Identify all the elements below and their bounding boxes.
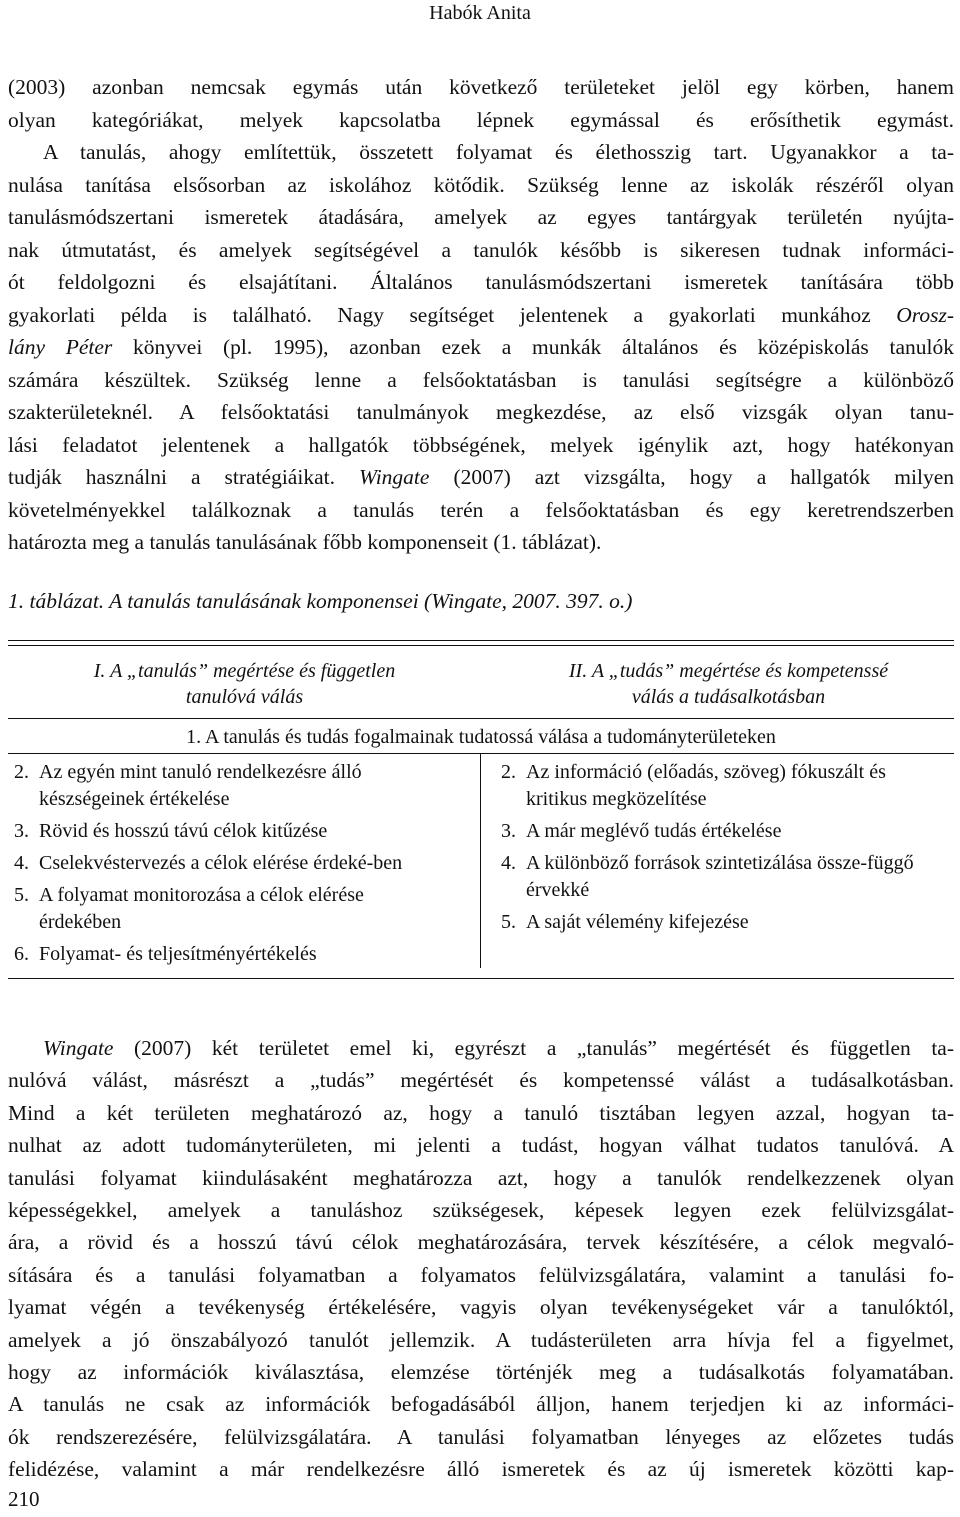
text-line: A tanulás ne csak az információk befogadásából álljon, hanem terjedjen ki az informáci- (8, 1392, 954, 1417)
item-number: 2. (501, 761, 516, 783)
text-line-content: A tanulás, ahogy említettük, összetett folyamat és élethosszig tart. Ugyanakkor a ta- (43, 140, 954, 164)
text-line: nulása tanítása elsősorban az iskolához kötődik. Szükség lenne az iskolák részéről olyan (8, 172, 954, 197)
item-text: Folyamat- és teljesítményértékelés (39, 943, 317, 965)
item-number: 6. (14, 943, 29, 965)
text-line: követelményekkel találkoznak a tanulás terén a felsőoktatásban és egy keretrendszerben (8, 497, 954, 522)
text-line: felidézése, valamint a már rendelkezésre álló ismeretek és az új ismeretek közötti kap- (8, 1457, 954, 1482)
item-text: Az információ (előadás, szöveg) fókuszált és kritikus megközelítése (526, 761, 886, 810)
table-caption: 1. táblázat. A tanulás tanulásának komponensei (Wingate, 2007. 397. o.) (8, 589, 633, 613)
item-text: A különböző források szintetizálása össze-függő érvekké (526, 852, 914, 901)
item-text: Rövid és hosszú távú célok kitűzése (39, 820, 328, 842)
text-line: szakterületeknél. A felsőoktatási tanulmányok megkezdése, az első vizsgák olyan tanu- (8, 400, 954, 424)
text-line: nulhat az adott tudományterületen, mi jelenti a tudást, hogyan válhat tudatos tanulóvá. A (8, 1133, 954, 1158)
author-name-italic: Orosz- (896, 302, 954, 327)
page-number: 210 (8, 1487, 40, 1511)
table-cell-item (501, 759, 954, 813)
item-text: Az egyén mint tanuló rendelkezésre álló készségeinek értékelése (39, 761, 362, 810)
text-line: Mind a két területen meghatározó az, hogy a tanuló tisztában legyen azzal, hogyan ta- (8, 1100, 954, 1125)
table-cell-item (501, 909, 954, 936)
item-number: 4. (14, 852, 29, 874)
text-line-content: (2007) azt vizsgálta, hogy a hallgatók milyen (429, 465, 954, 489)
text-line-content: gyakorlati példa is található. Nagy segítséget jelentenek a gyakorlati munkához (8, 302, 897, 327)
header-line: tanulóvá válás (185, 686, 304, 708)
column-header-1 (8, 658, 481, 710)
table-cell-item (501, 818, 954, 845)
running-header: Habók Anita (429, 2, 531, 24)
table-header-row (8, 646, 954, 718)
text-line: nak útmutatást, és amelyek segítségével a tanulók később is sikeresen tudnak informáci- (8, 237, 954, 262)
table-top-rule (8, 640, 954, 641)
text-line: ót feldolgozni és elsajátítani. Általános tanulásmódszertani ismeretek tanítására több (8, 270, 954, 294)
text-line: tanulásmódszertani ismeretek átadására, amelyek az egyes tantárgyak területén nyújta- (8, 205, 954, 229)
table-cell-item (14, 818, 480, 845)
text-line: tanulási folyamat kiindulásaként meghatározza azt, hogy a tanulók rendelkezzenek olyan (8, 1165, 954, 1190)
text-line (8, 461, 954, 494)
text-line: lyamat végén a tevékenység értékelésére, vagyis olyan tevékenységeket vár a tanulóktól, (8, 1295, 954, 1320)
paragraph-2 (8, 1032, 954, 1486)
author-name-italic: Wingate (43, 1036, 114, 1060)
text-line: hogy az információk kiválasztása, elemzése történjék meg a tudásalkotás folyamatában. (8, 1360, 954, 1385)
text-line-content: tudják használni a stratégiáikat. (8, 465, 359, 489)
item-number: 2. (14, 761, 29, 783)
column-header-2 (481, 658, 954, 710)
text-line: lási feladatot jelentenek a hallgatók többségének, melyek igénylik azt, hogy hatékonyan (8, 432, 954, 457)
item-number: 4. (501, 852, 516, 874)
item-text: A saját vélemény kifejezése (526, 911, 749, 933)
text-line: határozta meg a tanulás tanulásának főbb komponenseit (1. táblázat). (8, 530, 602, 554)
item-number: 5. (501, 911, 516, 933)
item-text: Cselekvéstervezés a célok elérése érdeké-ben (39, 852, 403, 874)
text-line (8, 1032, 954, 1064)
text-line: (2003) azonban nemcsak egymás után következő területeket jelöl egy körben, hanem (8, 75, 954, 99)
header-line: válás a tudásalkotásban (631, 686, 826, 708)
text-line (8, 136, 954, 169)
text-line: sítására és a tanulási folyamatban a folyamatos felülvizsgálatára, valamint a tanulási fo- (8, 1262, 954, 1287)
item-number: 5. (14, 884, 29, 906)
text-line: nulóvá válást, másrészt a „tudás” megértését és kompetenssé válást a tudásalkotásban. (8, 1068, 954, 1093)
text-line-content: (2007) két területet emel ki, egyrészt a „tanulás” megértését és független ta- (113, 1036, 954, 1060)
item-text: A folyamat monitorozása a célok elérése érdekében (39, 884, 364, 933)
components-table (8, 640, 954, 979)
table-cell-item (14, 850, 480, 877)
author-name-italic: lány Péter (8, 335, 113, 359)
table-bottom-rule (8, 978, 954, 979)
author-name-italic: Wingate (358, 465, 430, 489)
header-line: II. A „tudás” megértése és kompetenssé (568, 660, 889, 682)
text-line: olyan kategóriákat, melyek kapcsolatba lépnek egymással és erősíthetik egymást. (8, 107, 954, 132)
text-line-content: könyvei (pl. 1995), azonban ezek a munkák általános és középiskolás tanulók (112, 335, 955, 359)
text-line: ára, a rövid és a hosszú távú célok meghatározására, tervek készítésére, a célok megvaló- (8, 1230, 954, 1255)
item-number: 3. (14, 820, 29, 842)
text-line: ók rendszerezésére, felülvizsgálatára. A tanulási folyamatban lényeges az előzetes tudás (8, 1424, 954, 1449)
table-column-1 (8, 754, 481, 968)
table-cell-item (501, 850, 954, 904)
text-line: amelyek a jó önszabályozó tanulót jellemzik. A tudásterületen arra hívja fel a figyelmet, (8, 1327, 954, 1352)
text-line: számára készültek. Szükség lenne a felsőoktatásban is tanulási segítségre a különböző (8, 367, 954, 392)
table-cell-item (14, 759, 480, 813)
table-body (8, 754, 954, 978)
text-line (8, 299, 954, 332)
text-line: képességekkel, amelyek a tanuláshoz szükségesek, képesek legyen ezek felülvizsgálat- (8, 1198, 954, 1223)
item-number: 3. (501, 820, 516, 842)
item-text: A már meglévő tudás értékelése (526, 820, 782, 842)
header-line: I. A „tanulás” megértése és független (93, 660, 396, 682)
table-column-2 (481, 754, 954, 968)
text-line (8, 331, 954, 364)
table-cell-item (14, 941, 480, 968)
paragraph-1 (8, 71, 954, 559)
table-spanning-row: 1. A tanulás és tudás fogalmainak tudatossá válása a tudományterületeken (8, 718, 954, 754)
table-cell-item (14, 882, 480, 936)
